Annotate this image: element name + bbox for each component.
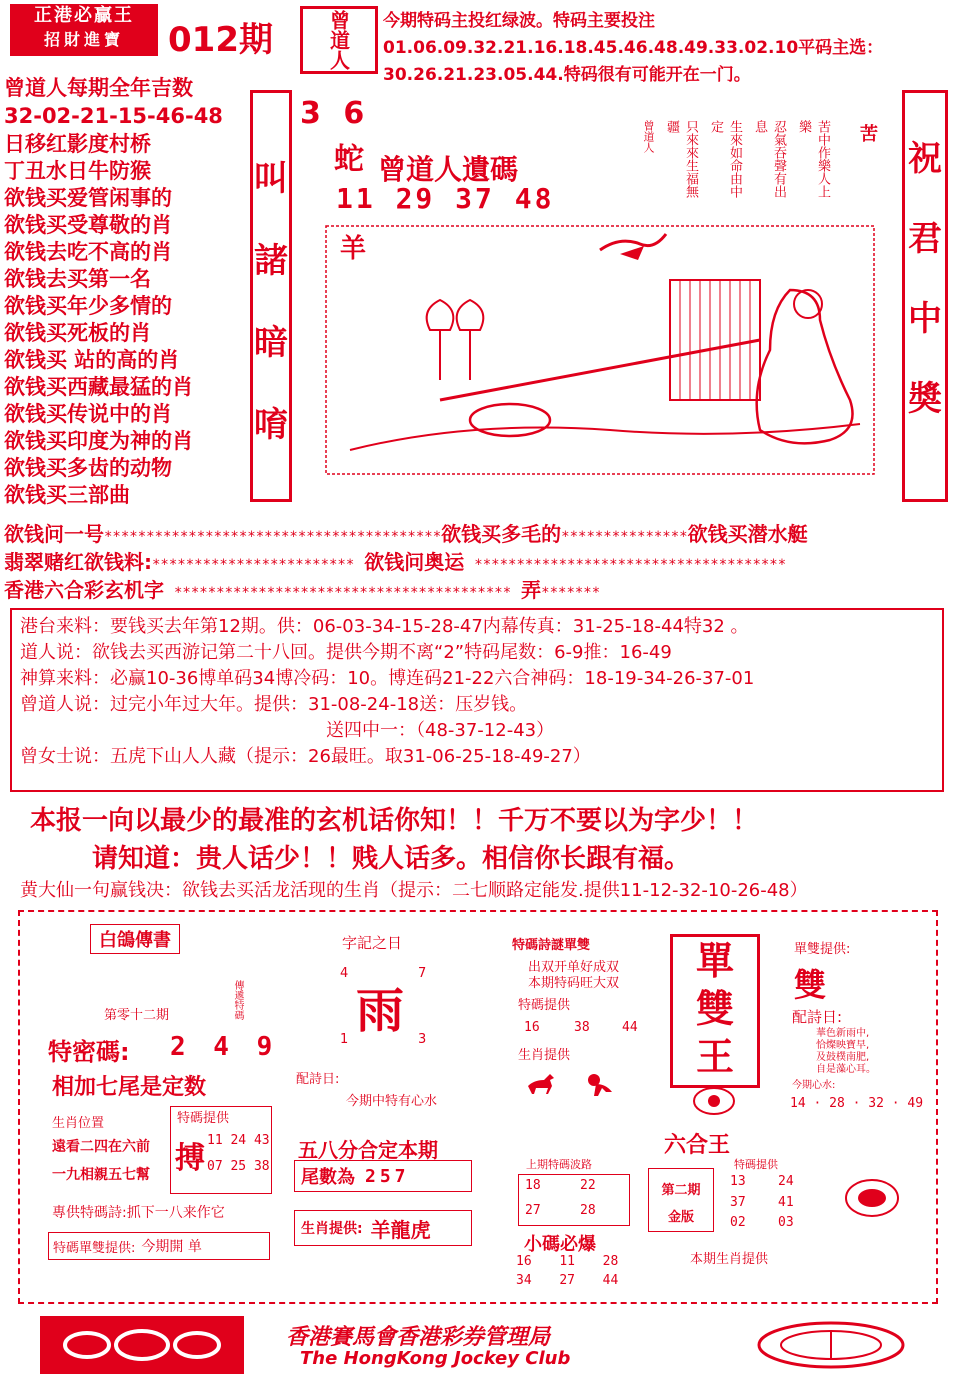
riddle-stars: *******	[541, 585, 601, 601]
corner-number: 1	[340, 1032, 349, 1047]
flower-icon	[692, 1086, 736, 1116]
poem-text: 今期中特有心水	[346, 1094, 438, 1109]
poem-line: 出双开单好成双	[528, 960, 620, 975]
right-scroll	[902, 90, 948, 502]
riddle-line: 丁丑水日牛防猴	[4, 159, 151, 183]
single-double-value: 今期開 单	[141, 1239, 202, 1255]
grid-num: 22	[580, 1178, 596, 1193]
logo-top-text: 正港必贏王	[34, 5, 134, 26]
issue-label: 第零十二期	[104, 1008, 170, 1023]
secret-code: 2 4 9	[170, 1032, 279, 1062]
special-num: 38	[574, 1020, 590, 1035]
medallion-icon	[756, 1320, 906, 1370]
code-description: 相加七尾是定数	[52, 1075, 207, 1100]
zodiac-position-line: 遠看二四在六前	[52, 1139, 150, 1155]
zodiac-value: 羊龍虎	[370, 1217, 431, 1242]
poem-col: 忍氣吞聲有出息	[752, 120, 786, 198]
scroll-char: 叫	[254, 159, 288, 199]
riddle-line: 欲钱买死板的肖	[4, 321, 151, 345]
scroll-char: 唷	[254, 405, 288, 445]
poem-col: 生來如命由中定	[708, 120, 742, 198]
calligraphy-title: 曾道人遺碼	[378, 153, 519, 186]
scroll-char: 祝	[908, 139, 942, 179]
info-line: 曾女士说：五虎下山人人藏（提示：26最旺。取31-06-25-18-49-27）	[20, 746, 591, 767]
special-grid	[730, 1174, 826, 1236]
footer-org-name: 香港賽馬會香港彩券管理局	[286, 1324, 551, 1350]
tail-box	[294, 1160, 472, 1192]
left-title: 曾道人每期全年吉数	[4, 76, 193, 100]
grid-num: 28	[580, 1203, 596, 1218]
zodiac-position-line: 一九相親五七幫	[52, 1167, 150, 1183]
riddle-stars: ****************************************	[174, 585, 512, 601]
riddle-mid: 欲钱问奥运	[364, 550, 465, 574]
slogan-line: 本报一向以最少的最准的玄机话你知！！千万不要以为字少！！	[30, 806, 759, 836]
grid-num: 13	[730, 1174, 746, 1189]
horse-icon	[524, 1072, 564, 1096]
special-title: 特碼提供	[734, 1158, 778, 1171]
riddle-line: 欲钱买受尊敬的肖	[4, 213, 172, 237]
riddle-label: 翡翠赌红欲钱料:	[4, 550, 152, 574]
small-code-title: 小碼必爆	[524, 1234, 596, 1255]
riddle-line: 欲钱买年少多情的	[4, 294, 172, 318]
zodiac-label: 生肖提供:	[301, 1221, 363, 1237]
lucky-numbers: 32-02-21-15-46-48	[4, 104, 223, 128]
zodiac-goat: 羊	[340, 234, 367, 264]
big-rain-char: 雨	[356, 983, 405, 1039]
scroll-char: 君	[908, 219, 942, 259]
top-numbers: 3 6	[300, 96, 371, 131]
badge-text: 曾道人	[326, 10, 351, 70]
zodiac-title: 生肖提供	[518, 1048, 571, 1063]
double-char: 雙	[794, 966, 827, 1004]
special-nums: 11 24 43	[207, 1133, 270, 1148]
single-double-label: 特碼單雙提供:	[53, 1240, 136, 1256]
right-poem-label: 配詩日:	[792, 1008, 843, 1026]
king-char: 雙	[695, 987, 734, 1031]
tip-line: 黄大仙一句赢钱决：欲钱去买活龙活现的生肖（提示：二七顺路定能发.提供11-12-32-10-26-48）	[20, 880, 808, 901]
cloud-pattern-icon	[57, 1325, 227, 1365]
picture-numbers: 11 29 37 48	[336, 182, 555, 215]
riddle-mid: 欲钱买多毛的	[441, 522, 562, 546]
grid-num: 28	[602, 1254, 619, 1269]
right-poem	[816, 1028, 876, 1076]
nums-title: 特碼提供	[518, 998, 571, 1013]
small-code-grid	[516, 1254, 646, 1288]
riddle-row	[4, 574, 600, 603]
grid-num: 27	[525, 1203, 541, 1218]
king-char: 王	[695, 1035, 734, 1079]
secret-code-label: 特密碼:	[48, 1038, 130, 1066]
brand-logo	[10, 4, 158, 56]
scroll-char: 暗	[254, 323, 288, 363]
tail-label: 尾數為	[301, 1167, 355, 1188]
grid-num: 24	[778, 1174, 794, 1189]
right-poem-line: 自是藻心耳。	[816, 1064, 876, 1075]
slogan-line: 请知道：贵人话少！！贱人话多。相信你长跟有福。	[92, 844, 691, 874]
issue-number: 012期	[168, 20, 273, 60]
grid-num: 18	[525, 1178, 541, 1193]
riddle-stars: ***************	[561, 529, 688, 545]
info-line: 道人说：欲钱去买西游记第二十八回。提供今期不离“2”特码尾数：6-9推：16-49	[20, 642, 672, 663]
riddle-line: 欲钱买 站的高的肖	[4, 348, 180, 372]
right-poem-line: 恰燦映寶早,	[816, 1040, 870, 1051]
grid-num: 37	[730, 1194, 746, 1210]
grid-num: 27	[559, 1273, 575, 1288]
special-poem: 專供特碼詩:抓下一八来作它	[52, 1205, 225, 1221]
grid-num: 02	[730, 1215, 746, 1231]
riddle-end: 欲钱买潜水艇	[687, 522, 808, 546]
footer-english-name: The HongKong Jockey Club	[300, 1348, 571, 1369]
last-period-title: 上期特碼波路	[526, 1158, 592, 1171]
left-scroll	[250, 90, 292, 502]
corner-number: 3	[418, 1032, 427, 1047]
riddle-stars: *************************************	[474, 557, 787, 573]
info-line: 神算来料：必赢10-36博单码34博冷码：10。博连码21-22六合神码：18-19-34-26-37-01	[20, 668, 755, 689]
right-numbers: 14 · 28 · 32 · 49	[790, 1096, 924, 1111]
poem-col: 只來來生福無疆	[664, 120, 698, 198]
poem-mark: 苦	[860, 124, 878, 145]
right-note: 今期心水:	[792, 1080, 836, 1091]
riddle-row	[4, 546, 786, 575]
seal-icon	[844, 1178, 900, 1218]
poem-line: 本期特码旺大双	[528, 976, 620, 991]
riddle-line: 日移红影度村桥	[4, 132, 151, 156]
bet-char: 搏	[175, 1141, 205, 1176]
left-riddle-list	[4, 132, 193, 510]
king-char: 單	[695, 939, 734, 983]
panel-single-double	[494, 920, 924, 1120]
riddle-line: 欲钱买传说中的肖	[4, 402, 172, 426]
logo-bottom-text: 招財進寶	[43, 30, 124, 49]
riddle-line: 欲钱去买第一名	[4, 267, 151, 291]
info-line: 送四中一：（48-37-12-43）	[326, 720, 555, 741]
combo-line: 五八分合定本期	[298, 1138, 438, 1162]
grid-num: 41	[778, 1194, 794, 1210]
panel-title: 字記之日	[342, 934, 403, 952]
riddle-line: 欲钱买三部曲	[4, 483, 130, 507]
zodiac-snake: 蛇	[334, 142, 364, 177]
riddle-stars: ************************	[152, 557, 355, 573]
zodiac-position-title: 生肖位置	[52, 1116, 105, 1131]
poem-columns	[640, 120, 878, 200]
panel-side-note: 傳遞特碼	[232, 980, 243, 1020]
king-box	[670, 934, 760, 1088]
riddle-label: 香港六合彩玄机字	[4, 578, 164, 602]
right-poem-line: 及鼓樸南肥,	[816, 1052, 870, 1063]
panel-title: 六合王	[664, 1132, 731, 1158]
footer-logo-block	[40, 1316, 244, 1374]
zodiac-provide-title: 本期生肖提供	[690, 1252, 769, 1267]
grid-num: 11	[559, 1254, 575, 1269]
grid-num: 34	[516, 1273, 532, 1288]
poem-col: 苦中作樂人上樂	[796, 120, 830, 198]
zodiac-box	[294, 1210, 472, 1246]
last-period-grid	[518, 1174, 630, 1226]
panel-title: 特碼詩謎單雙	[512, 938, 591, 953]
scroll-char: 中	[908, 299, 942, 339]
riddle-line: 欲钱买西藏最猛的肖	[4, 375, 193, 399]
panel-liuhe-king	[494, 1126, 924, 1294]
tail-numbers: 257	[365, 1165, 410, 1187]
scroll-char: 奬	[908, 379, 942, 419]
corner-number: 7	[418, 966, 427, 981]
grid-num: 16	[516, 1254, 532, 1269]
riddle-mid: 弄	[521, 578, 542, 602]
riddle-row	[4, 518, 808, 547]
scroll-char: 諸	[254, 241, 288, 281]
announcement: 今期特码主投红绿波。特码主要投注01.06.09.32.21.16.18.45.46.48.49.33.02.10平码主选：30.26.21.23.05.44.特码很有可能开在一门。	[383, 11, 884, 85]
panel-day-word	[290, 920, 480, 1290]
grid-num: 03	[778, 1215, 794, 1231]
single-double-box	[48, 1232, 270, 1260]
grid-num: 44	[602, 1273, 619, 1288]
poem-label: 配詩日:	[296, 1072, 340, 1087]
riddle-label: 欲钱问一号	[4, 522, 104, 546]
period-box	[648, 1168, 714, 1232]
riddle-line: 欲钱去吃不高的肖	[4, 240, 172, 264]
riddle-line: 欲钱买印度为神的肖	[4, 429, 193, 453]
weaving-lady-illustration	[320, 210, 880, 480]
right-poem-line: 華色新雨中,	[816, 1028, 870, 1039]
special-nums: 07 25 38	[207, 1159, 270, 1174]
special-code-box	[170, 1106, 272, 1194]
monkey-icon	[584, 1072, 618, 1096]
riddle-line: 欲钱买多齿的动物	[4, 456, 172, 480]
period-label: 第二期	[661, 1183, 701, 1198]
right-title: 單雙提供:	[794, 942, 851, 957]
panel-title: 白鴿傳書	[90, 924, 180, 954]
special-num: 44	[622, 1020, 638, 1035]
info-line: 港台来料：要钱买去年第12期。供：06-03-34-15-28-47内幕传真：31-25-18-44特32 。	[20, 616, 749, 637]
riddle-stars: ****************************************	[104, 529, 442, 545]
special-code-title: 特碼提供	[177, 1111, 230, 1126]
info-line: 曾道人说：过完小年过大年。提供：31-08-24-18送：压岁钱。	[20, 694, 528, 715]
info-box	[10, 608, 944, 792]
period-edition: 金版	[667, 1210, 694, 1225]
daoren-badge	[300, 6, 378, 74]
panel-white-dove	[30, 920, 280, 1290]
riddle-line: 欲钱买爱管闲事的	[4, 186, 172, 210]
special-num: 16	[524, 1020, 540, 1035]
corner-number: 4	[340, 966, 349, 981]
poem-author: 曾道人	[642, 120, 655, 153]
